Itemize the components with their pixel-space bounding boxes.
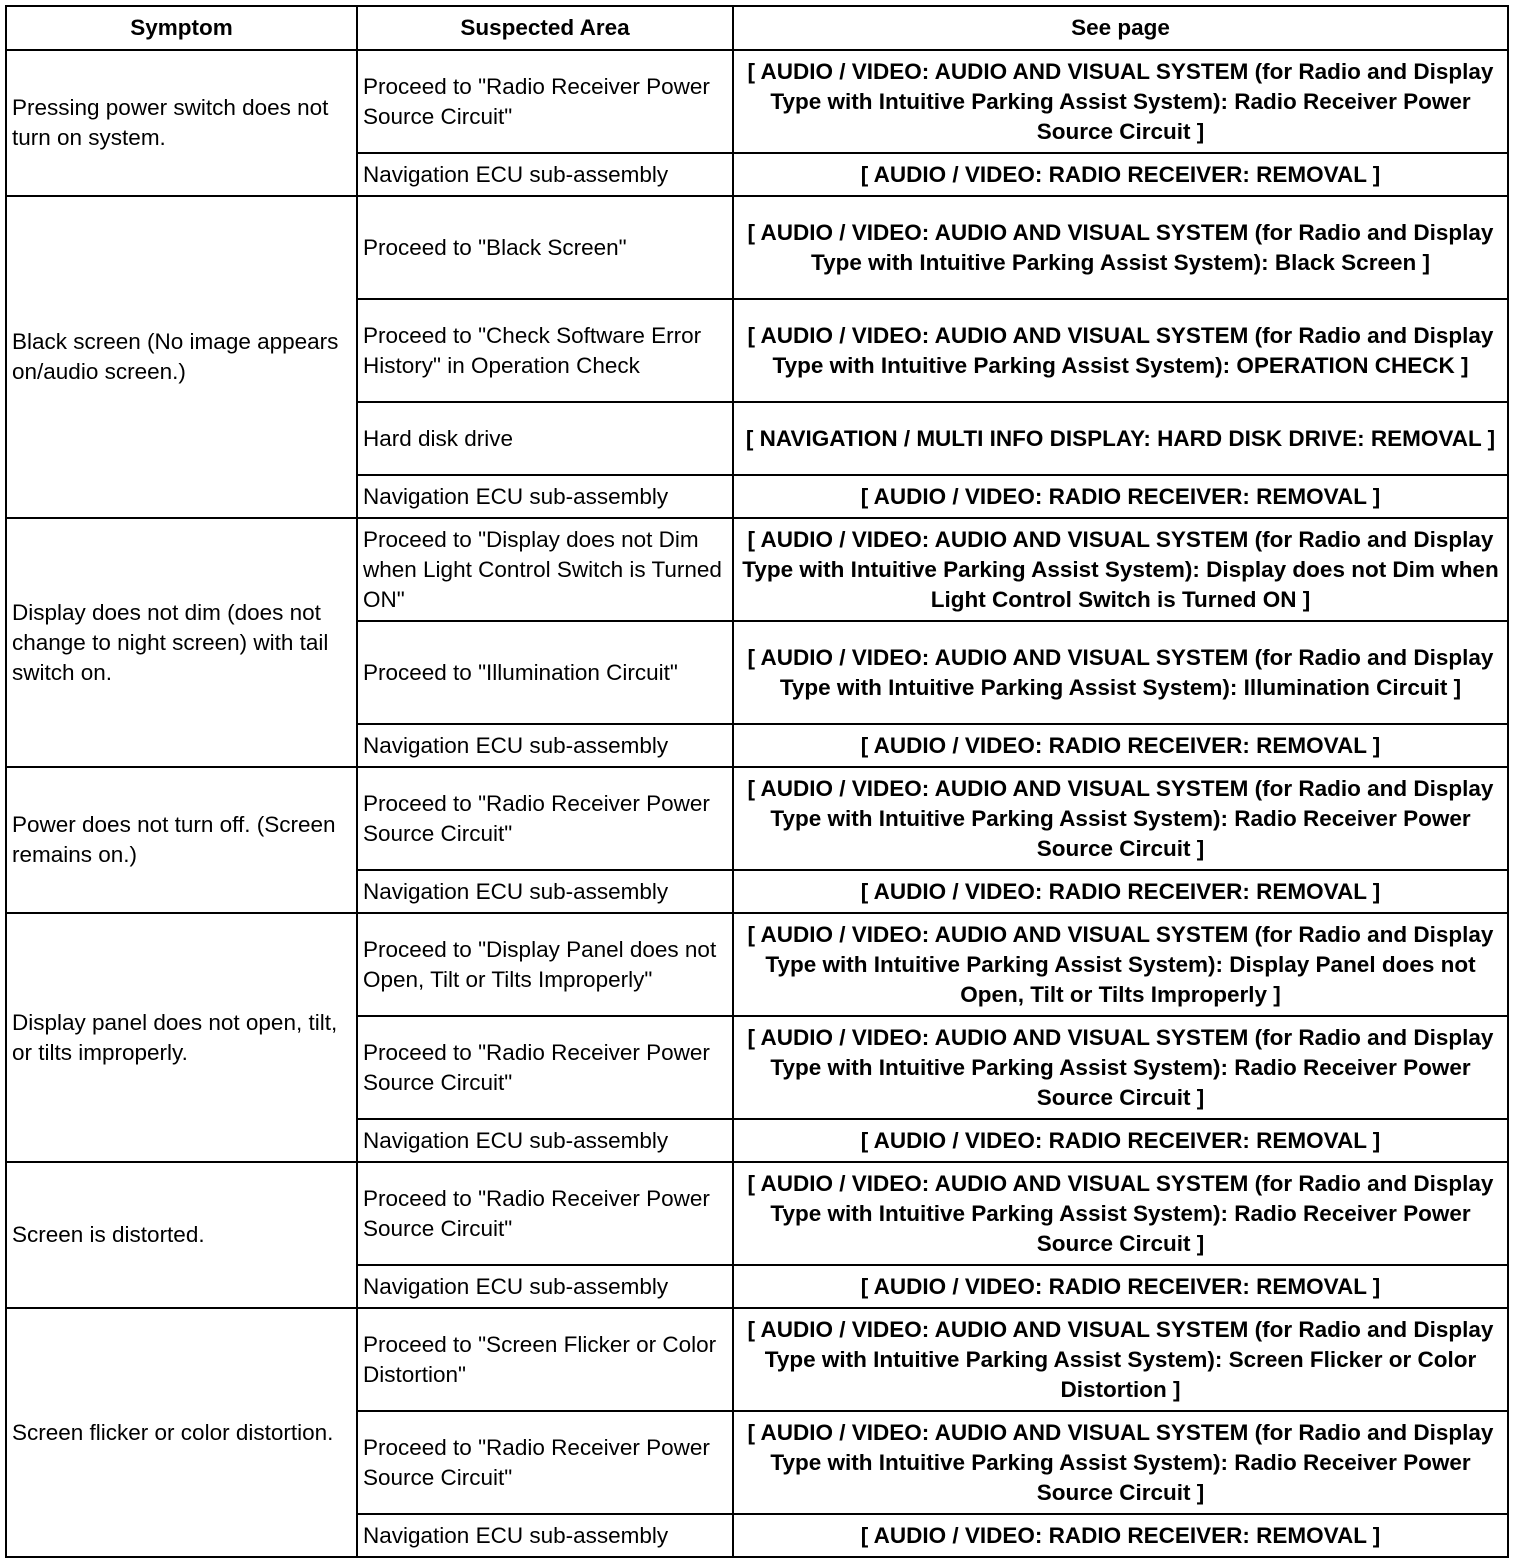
see-page-link[interactable]: [ AUDIO / VIDEO: AUDIO AND VISUAL SYSTEM (for Radio and Display Type with Intuitive Parking Assist System): Radio Receiver Power Source Circuit ] [733, 767, 1508, 870]
see-page-link[interactable]: [ AUDIO / VIDEO: AUDIO AND VISUAL SYSTEM (for Radio and Display Type with Intuitive Parking Assist System): Radio Receiver Power Source Circuit ] [733, 1016, 1508, 1119]
suspected-area-cell: Navigation ECU sub-assembly [357, 1119, 733, 1162]
see-page-link[interactable]: [ AUDIO / VIDEO: AUDIO AND VISUAL SYSTEM (for Radio and Display Type with Intuitive Parking Assist System): Radio Receiver Power Source Circuit ] [733, 50, 1508, 153]
see-page-link[interactable]: [ AUDIO / VIDEO: AUDIO AND VISUAL SYSTEM (for Radio and Display Type with Intuitive Parking Assist System): Display does not Dim when Light Control Switch is Turned ON ] [733, 518, 1508, 621]
suspected-area-cell: Navigation ECU sub-assembly [357, 475, 733, 518]
see-page-link[interactable]: [ AUDIO / VIDEO: RADIO RECEIVER: REMOVAL ] [733, 1265, 1508, 1308]
suspected-area-cell: Proceed to "Radio Receiver Power Source Circuit" [357, 50, 733, 153]
suspected-area-cell: Proceed to "Check Software Error History" in Operation Check [357, 299, 733, 402]
suspected-area-cell: Navigation ECU sub-assembly [357, 870, 733, 913]
see-page-link[interactable]: [ AUDIO / VIDEO: AUDIO AND VISUAL SYSTEM (for Radio and Display Type with Intuitive Parking Assist System): Black Screen ] [733, 196, 1508, 299]
header-suspected-area: Suspected Area [357, 6, 733, 50]
see-page-link[interactable]: [ AUDIO / VIDEO: RADIO RECEIVER: REMOVAL ] [733, 1514, 1508, 1557]
symptom-cell: Screen is distorted. [6, 1162, 357, 1308]
see-page-link[interactable]: [ AUDIO / VIDEO: RADIO RECEIVER: REMOVAL ] [733, 1119, 1508, 1162]
suspected-area-cell: Proceed to "Radio Receiver Power Source Circuit" [357, 1016, 733, 1119]
see-page-link[interactable]: [ AUDIO / VIDEO: RADIO RECEIVER: REMOVAL ] [733, 475, 1508, 518]
symptom-cell: Power does not turn off. (Screen remains on.) [6, 767, 357, 913]
suspected-area-cell: Proceed to "Illumination Circuit" [357, 621, 733, 724]
symptom-cell: Pressing power switch does not turn on system. [6, 50, 357, 196]
suspected-area-cell: Navigation ECU sub-assembly [357, 153, 733, 196]
table-row [6, 196, 1508, 299]
suspected-area-cell: Proceed to "Screen Flicker or Color Distortion" [357, 1308, 733, 1411]
suspected-area-cell: Navigation ECU sub-assembly [357, 1514, 733, 1557]
suspected-area-cell: Proceed to "Display Panel does not Open, Tilt or Tilts Improperly" [357, 913, 733, 1016]
see-page-link[interactable]: [ AUDIO / VIDEO: AUDIO AND VISUAL SYSTEM (for Radio and Display Type with Intuitive Parking Assist System): Screen Flicker or Color Distortion ] [733, 1308, 1508, 1411]
see-page-link[interactable]: [ AUDIO / VIDEO: RADIO RECEIVER: REMOVAL ] [733, 724, 1508, 767]
table-row [6, 518, 1508, 621]
table-row [6, 50, 1508, 153]
see-page-link[interactable]: [ NAVIGATION / MULTI INFO DISPLAY: HARD DISK DRIVE: REMOVAL ] [733, 402, 1508, 475]
suspected-area-cell: Proceed to "Radio Receiver Power Source Circuit" [357, 1411, 733, 1514]
suspected-area-cell: Proceed to "Radio Receiver Power Source Circuit" [357, 1162, 733, 1265]
suspected-area-cell: Proceed to "Display does not Dim when Light Control Switch is Turned ON" [357, 518, 733, 621]
suspected-area-cell: Proceed to "Black Screen" [357, 196, 733, 299]
suspected-area-cell: Hard disk drive [357, 402, 733, 475]
symptom-cell: Black screen (No image appears on/audio screen.) [6, 196, 357, 518]
see-page-link[interactable]: [ AUDIO / VIDEO: AUDIO AND VISUAL SYSTEM (for Radio and Display Type with Intuitive Parking Assist System): Illumination Circuit ] [733, 621, 1508, 724]
see-page-link[interactable]: [ AUDIO / VIDEO: AUDIO AND VISUAL SYSTEM (for Radio and Display Type with Intuitive Parking Assist System): Radio Receiver Power Source Circuit ] [733, 1162, 1508, 1265]
symptom-cell: Screen flicker or color distortion. [6, 1308, 357, 1557]
suspected-area-cell: Navigation ECU sub-assembly [357, 1265, 733, 1308]
see-page-link[interactable]: [ AUDIO / VIDEO: AUDIO AND VISUAL SYSTEM (for Radio and Display Type with Intuitive Parking Assist System): Display Panel does not Open, Tilt or Tilts Improperly ] [733, 913, 1508, 1016]
see-page-link[interactable]: [ AUDIO / VIDEO: AUDIO AND VISUAL SYSTEM (for Radio and Display Type with Intuitive Parking Assist System): OPERATION CHECK ] [733, 299, 1508, 402]
table-row [6, 1162, 1508, 1265]
table-row [6, 767, 1508, 870]
table-row [6, 913, 1508, 1016]
see-page-link[interactable]: [ AUDIO / VIDEO: RADIO RECEIVER: REMOVAL ] [733, 153, 1508, 196]
see-page-link[interactable]: [ AUDIO / VIDEO: AUDIO AND VISUAL SYSTEM (for Radio and Display Type with Intuitive Parking Assist System): Radio Receiver Power Source Circuit ] [733, 1411, 1508, 1514]
troubleshooting-table [5, 5, 1509, 1558]
header-symptom: Symptom [6, 6, 357, 50]
see-page-link[interactable]: [ AUDIO / VIDEO: RADIO RECEIVER: REMOVAL ] [733, 870, 1508, 913]
header-see-page: See page [733, 6, 1508, 50]
table-row [6, 1308, 1508, 1411]
suspected-area-cell: Proceed to "Radio Receiver Power Source Circuit" [357, 767, 733, 870]
symptom-cell: Display panel does not open, tilt, or tilts improperly. [6, 913, 357, 1162]
header-row [6, 6, 1508, 50]
symptom-cell: Display does not dim (does not change to night screen) with tail switch on. [6, 518, 357, 767]
suspected-area-cell: Navigation ECU sub-assembly [357, 724, 733, 767]
